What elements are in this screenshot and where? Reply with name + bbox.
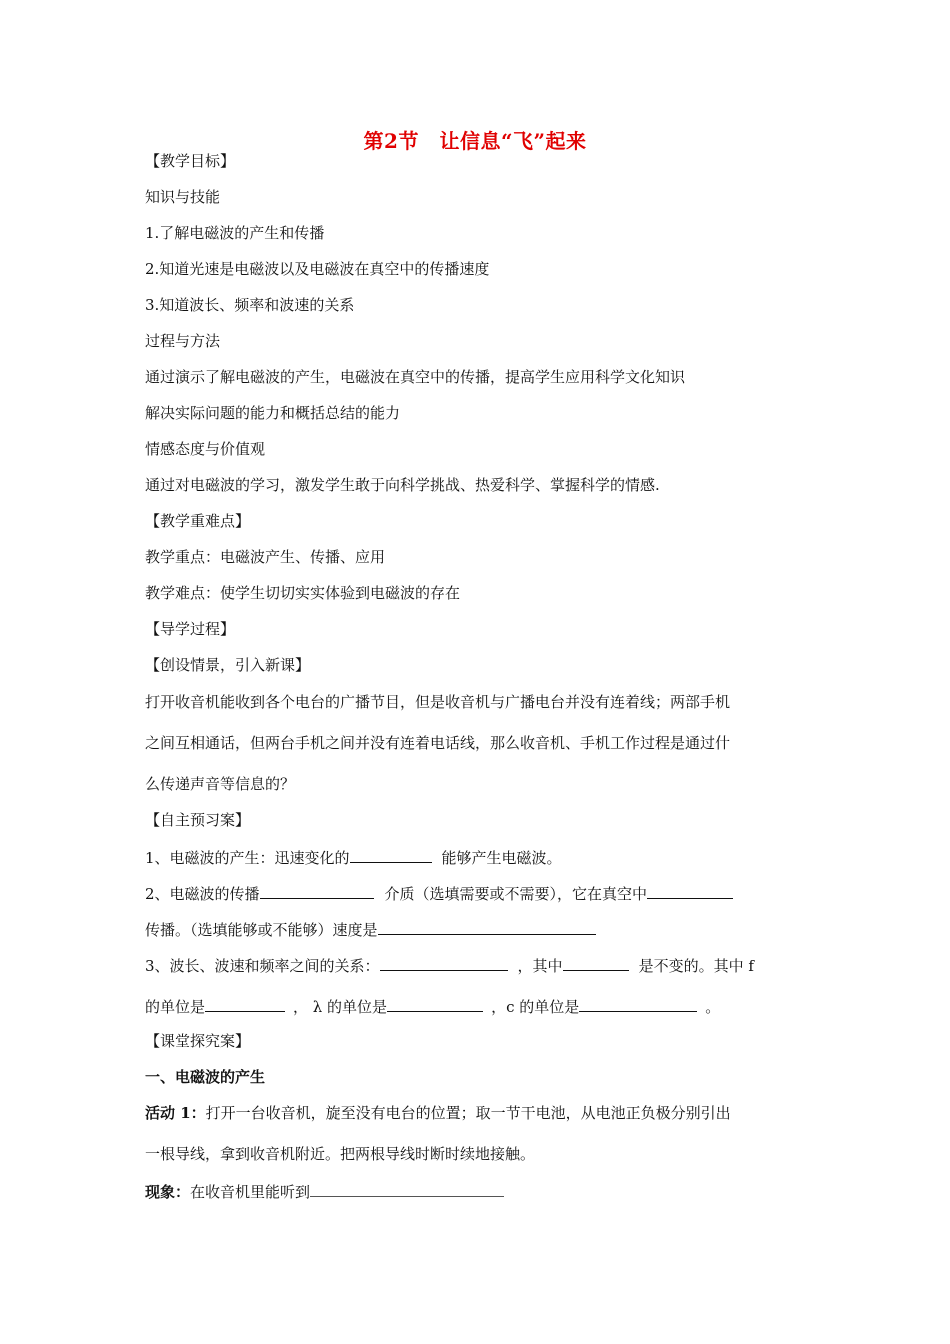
question-1 — [145, 846, 562, 868]
answer-blank[interactable] — [387, 995, 483, 1012]
answer-blank[interactable] — [647, 882, 733, 899]
question-2 — [145, 882, 733, 904]
answer-blank[interactable] — [350, 846, 432, 863]
paragraph-line: 一根导线，拿到收音机附近。把两根导线时断时续地接触。 — [145, 1145, 536, 1163]
section-heading-key-points: 【教学重难点】 — [145, 512, 251, 530]
activity-text: 打开一台收音机，旋至没有电台的位置；取一节干电池，从电池正负极分别引出 — [205, 1104, 731, 1122]
paragraph-line: 通过对电磁波的学习，激发学生敢于向科学挑战、热爱科学、掌握科学的情感. — [145, 476, 660, 494]
question-text: 是不变的。其中 f — [638, 957, 754, 975]
subheading-knowledge-skills: 知识与技能 — [145, 188, 221, 206]
question-text: 的单位是 — [145, 998, 206, 1016]
question-text: ， λ 的单位是 — [293, 998, 388, 1016]
paragraph-line: 打开收音机能收到各个电台的广播节目，但是收音机与广播电台并没有连着线；两部手机 — [145, 693, 731, 711]
question-text: 介质（选填需要或不需要），它在真空中 — [384, 885, 648, 903]
section-heading-inquiry: 【课堂探究案】 — [145, 1032, 251, 1050]
subheading-process-method: 过程与方法 — [145, 332, 221, 350]
phenomenon-line — [145, 1180, 504, 1202]
answer-blank[interactable] — [378, 918, 596, 935]
section-heading-scenario: 【创设情景，引入新课】 — [145, 656, 311, 674]
paragraph-line: 之间互相通话，但两台手机之间并没有连着电话线，那么收音机、手机工作过程是通过什 — [145, 734, 731, 752]
paragraph-line: 解决实际问题的能力和概括总结的能力 — [145, 404, 401, 422]
activity-1 — [145, 1103, 731, 1123]
answer-blank[interactable] — [205, 995, 285, 1012]
phenomenon-text: 在收音机里能听到 — [190, 1183, 311, 1201]
section-heading-objectives: 【教学目标】 — [145, 152, 236, 170]
question-text: 1、电磁波的产生：迅速变化的 — [145, 849, 350, 867]
answer-blank[interactable] — [260, 882, 374, 899]
key-point-line: 教学重点：电磁波产生、传播、应用 — [145, 548, 386, 566]
subheading-attitude-values: 情感态度与价值观 — [145, 440, 266, 458]
section-heading-preview: 【自主预习案】 — [145, 811, 251, 829]
question-3-continued — [145, 995, 720, 1017]
difficulty-line: 教学难点：使学生切切实实体验到电磁波的存在 — [145, 584, 461, 602]
section-heading-process: 【导学过程】 — [145, 620, 236, 638]
answer-blank[interactable] — [579, 995, 697, 1012]
question-3 — [145, 954, 754, 976]
phenomenon-label: 现象： — [145, 1183, 191, 1201]
page-title: 第2节 让信息“飞”起来 — [363, 129, 587, 153]
question-text: ，c 的单位是 — [491, 998, 580, 1016]
answer-blank[interactable] — [310, 1180, 504, 1197]
question-text: 2、电磁波的传播 — [145, 885, 260, 903]
question-text: 。 — [705, 998, 721, 1016]
answer-blank[interactable] — [380, 954, 508, 971]
objective-item: 1.了解电磁波的产生和传播 — [145, 224, 325, 242]
paragraph-line: 通过演示了解电磁波的产生，电磁波在真空中的传播，提高学生应用科学文化知识 — [145, 368, 686, 386]
activity-label: 活动 1： — [145, 1104, 206, 1122]
paragraph-line: 么传递声音等信息的？ — [145, 775, 296, 793]
question-text: ，其中 — [517, 957, 563, 975]
subsection-heading: 一、电磁波的产生 — [145, 1068, 266, 1086]
question-text: 传播。（选填能够或不能够）速度是 — [145, 921, 378, 939]
question-2-continued — [145, 918, 596, 940]
answer-blank[interactable] — [563, 954, 629, 971]
question-text: 3、波长、波速和频率之间的关系： — [145, 957, 380, 975]
objective-item: 3.知道波长、频率和波速的关系 — [145, 296, 355, 314]
objective-item: 2.知道光速是电磁波以及电磁波在真空中的传播速度 — [145, 260, 490, 278]
question-text: 能够产生电磁波。 — [441, 849, 562, 867]
